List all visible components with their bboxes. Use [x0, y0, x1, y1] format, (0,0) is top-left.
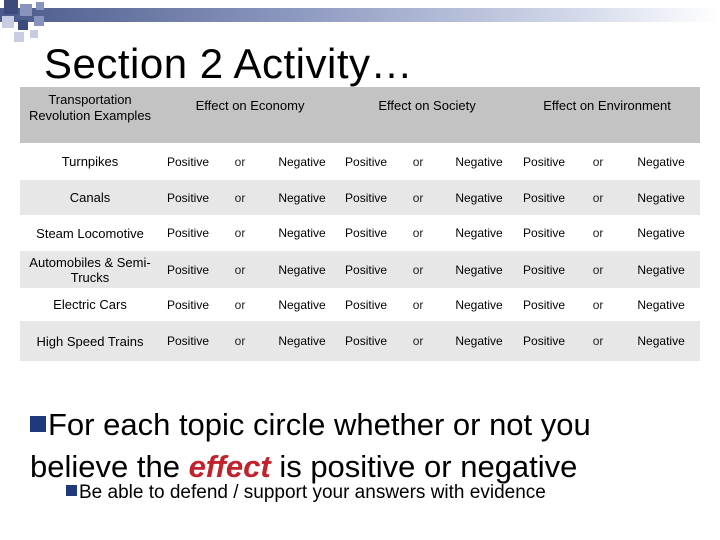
square-bullet-icon — [30, 416, 46, 432]
sub-bullet-text: Be able to defend / support your answers with evidence — [79, 482, 546, 503]
sub-bullet — [66, 482, 546, 504]
society-positive-option[interactable]: Positive — [345, 334, 388, 348]
economy-or-option: or — [234, 262, 246, 277]
society-or-option: or — [412, 154, 424, 169]
decor-square — [2, 16, 14, 28]
table-row — [20, 321, 700, 361]
society-or-option: or — [412, 297, 424, 312]
environment-positive-option[interactable]: Positive — [523, 190, 566, 205]
environment-or-option: or — [592, 334, 604, 348]
table-row — [20, 288, 700, 321]
economy-positive-option[interactable]: Positive — [166, 297, 210, 312]
environment-or-option: or — [592, 262, 604, 277]
row-label: Electric Cars — [53, 297, 127, 312]
economy-positive-option[interactable]: Positive — [166, 334, 210, 348]
environment-negative-option[interactable]: Negative — [637, 297, 685, 312]
society-negative-option[interactable]: Negative — [455, 334, 503, 348]
society-negative-option[interactable]: Negative — [455, 190, 503, 205]
header-society: Effect on Society — [378, 98, 476, 113]
row-label: High Speed Trains — [36, 333, 144, 349]
economy-negative-option[interactable]: Negative — [278, 226, 326, 240]
instruction-text-prefix: For each topic circle whether or not you believe the — [30, 407, 591, 484]
economy-positive-option[interactable]: Positive — [166, 262, 210, 277]
environment-positive-option[interactable]: Positive — [523, 262, 566, 277]
economy-positive-option[interactable]: Positive — [166, 154, 210, 169]
environment-negative-option[interactable]: Negative — [637, 226, 685, 240]
society-negative-option[interactable]: Negative — [455, 226, 503, 240]
society-or-option: or — [412, 334, 424, 348]
row-label: Automobiles & Semi-Trucks — [29, 254, 151, 285]
decor-square — [14, 32, 24, 42]
decor-square — [36, 2, 44, 10]
society-positive-option[interactable]: Positive — [345, 262, 388, 277]
society-positive-option[interactable]: Positive — [345, 297, 388, 312]
society-positive-option[interactable]: Positive — [345, 226, 388, 240]
society-positive-option[interactable]: Positive — [345, 190, 388, 205]
environment-positive-option[interactable]: Positive — [523, 297, 566, 312]
decor-square — [20, 4, 32, 16]
table-row — [20, 143, 700, 180]
activity-table — [20, 87, 700, 361]
environment-negative-option[interactable]: Negative — [637, 262, 685, 277]
header-band — [0, 8, 720, 22]
society-negative-option[interactable]: Negative — [455, 154, 503, 169]
decor-square — [30, 30, 38, 38]
table-row — [20, 180, 700, 215]
header-environment: Effect on Environment — [543, 98, 671, 113]
table-row — [20, 251, 700, 288]
row-label: Turnpikes — [61, 154, 119, 169]
environment-negative-option[interactable]: Negative — [637, 154, 685, 169]
table-row — [20, 215, 700, 251]
economy-or-option: or — [234, 226, 246, 240]
economy-positive-option[interactable]: Positive — [166, 190, 210, 205]
society-negative-option[interactable]: Negative — [455, 297, 503, 312]
environment-negative-option[interactable]: Negative — [637, 190, 685, 205]
economy-negative-option[interactable]: Negative — [278, 334, 326, 348]
society-or-option: or — [412, 190, 424, 205]
economy-negative-option[interactable]: Negative — [278, 190, 326, 205]
environment-or-option: or — [592, 226, 604, 240]
society-negative-option[interactable]: Negative — [455, 262, 503, 277]
environment-positive-option[interactable]: Positive — [523, 226, 566, 240]
economy-or-option: or — [234, 154, 246, 169]
economy-negative-option[interactable]: Negative — [278, 262, 326, 277]
instruction-text-suffix: is positive or negative — [270, 449, 578, 484]
economy-or-option: or — [234, 334, 246, 348]
square-bullet-icon — [66, 485, 77, 496]
environment-positive-option[interactable]: Positive — [523, 334, 566, 348]
slide-title: Section 2 Activity… — [44, 40, 413, 87]
economy-or-option: or — [234, 190, 246, 205]
row-label: Steam Locomotive — [36, 225, 144, 241]
economy-positive-option[interactable]: Positive — [166, 226, 210, 240]
header-examples: Transportation Revolution Examples — [28, 92, 152, 123]
table-header-row — [20, 87, 700, 143]
economy-or-option: or — [234, 297, 246, 312]
society-or-option: or — [412, 262, 424, 277]
environment-or-option: or — [592, 297, 604, 312]
society-positive-option[interactable]: Positive — [345, 154, 388, 169]
decor-square — [18, 20, 28, 30]
decor-square — [34, 16, 44, 26]
decor-square — [4, 0, 18, 14]
instruction-emphasis: effect — [188, 449, 271, 484]
header-economy: Effect on Economy — [195, 98, 305, 113]
environment-negative-option[interactable]: Negative — [637, 334, 685, 348]
instruction-bullet — [30, 404, 670, 488]
environment-or-option: or — [592, 154, 604, 169]
environment-positive-option[interactable]: Positive — [523, 154, 566, 169]
society-or-option: or — [412, 226, 424, 240]
economy-negative-option[interactable]: Negative — [278, 297, 326, 312]
economy-negative-option[interactable]: Negative — [278, 154, 326, 169]
environment-or-option: or — [592, 190, 604, 205]
row-label: Canals — [69, 190, 111, 205]
